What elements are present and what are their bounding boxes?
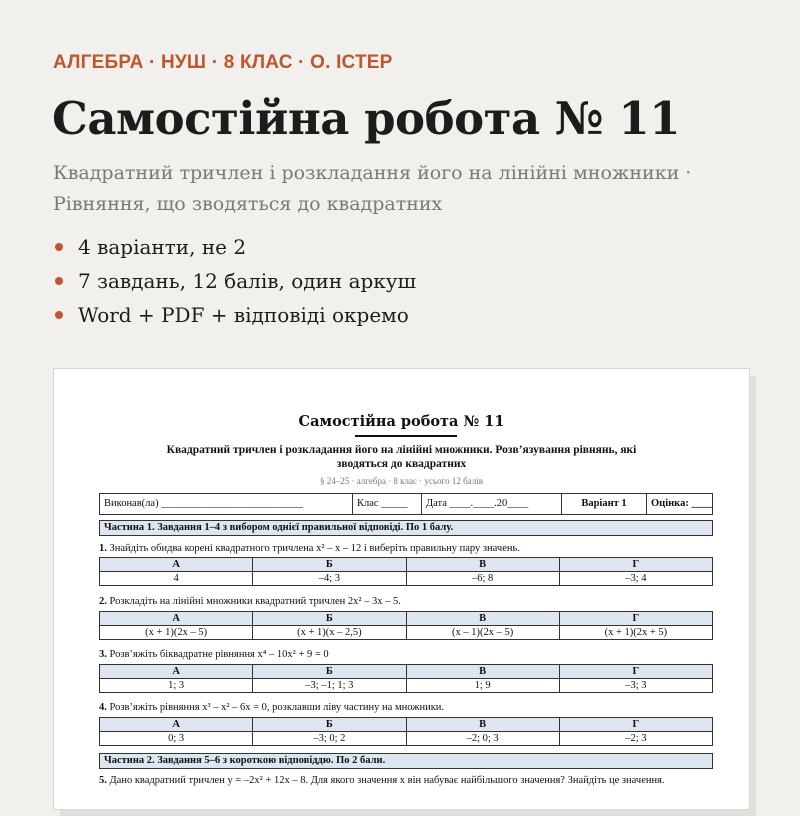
class-field: Клас _____: [353, 494, 422, 514]
option-header: А: [100, 558, 253, 572]
question-1: [99, 542, 713, 555]
option-header: Б: [253, 558, 406, 572]
subtitle-line: Квадратний тричлен і розкладання його на лінійні множники ·: [53, 162, 692, 184]
option-cell: –3; 4: [559, 572, 712, 586]
page-subtitle: [53, 158, 773, 220]
question-text: Розв’яжіть біквадратне рівняння x⁴ – 10x² + 9 = 0: [109, 649, 329, 660]
document-meta: § 24–25 · алгебра · 8 клас · усього 12 балів: [319, 476, 483, 486]
option-cell: 0; 3: [100, 732, 253, 746]
option-cell: 1; 9: [406, 679, 559, 693]
option-cell: (x + 1)(x – 2,5): [253, 626, 406, 640]
question-3: [99, 648, 713, 661]
option-header: А: [100, 612, 253, 626]
option-cell: 1; 3: [100, 679, 253, 693]
question-text: Розв’яжіть рівняння x³ – x² – 6x = 0, розклавши ліву частину на множники.: [109, 702, 445, 713]
document-subtitle-line: Квадратний тричлен і розкладання його на лінійні множники. Розв’язування рівнянь, які: [166, 444, 637, 456]
title-underline: [355, 435, 457, 437]
grade-field: Оцінка: ____: [651, 498, 712, 509]
date-field: Дата ____.____.20____: [422, 494, 562, 514]
question-2: [99, 595, 713, 608]
option-header: Г: [559, 612, 712, 626]
feature-text: 4 варіанти, не 2: [78, 235, 247, 259]
option-cell: –2; 3: [559, 732, 712, 746]
variant-label: Варіант 1: [562, 494, 647, 514]
option-header: Б: [253, 665, 406, 679]
question-5: [99, 774, 713, 787]
document-title: Самостійна робота № 11: [298, 413, 505, 430]
question-number: 4.: [99, 702, 107, 713]
feature-item: [53, 298, 416, 332]
feature-list: [53, 230, 416, 332]
question-text: Знайдіть обидва корені квадратного тричлена x² – x – 12 і виберіть правильну пару значень.: [109, 543, 520, 554]
answer-table-3: [99, 664, 713, 693]
option-header: В: [406, 665, 559, 679]
part-2-header: Частина 2. Завдання 5–6 з короткою відповіддю. По 2 бали.: [99, 753, 713, 769]
option-header: А: [100, 665, 253, 679]
feature-text: Word + PDF + відповіді окремо: [78, 303, 409, 327]
document-subtitle: [114, 443, 689, 471]
part-1-header: Частина 1. Завдання 1–4 з вибором однієї правильної відповіді. По 1 балу.: [99, 520, 713, 536]
document-preview: [53, 368, 750, 810]
option-cell: 4: [100, 572, 253, 586]
question-text: Дано квадратний тричлен y = –2x² + 12x – 8. Для якого значення x він набуває найбільшого значення? Знайдіть це значення.: [109, 775, 665, 786]
option-cell: –3; 3: [559, 679, 712, 693]
option-header: Г: [559, 718, 712, 732]
question-number: 5.: [99, 775, 107, 786]
question-number: 1.: [99, 543, 107, 554]
name-field: Виконав(ла) ___________________________: [100, 494, 353, 514]
option-cell: –3; –1; 1; 3: [253, 679, 406, 693]
option-cell: (x + 1)(2x + 5): [559, 626, 712, 640]
option-header: Б: [253, 612, 406, 626]
option-cell: –2; 0; 3: [406, 732, 559, 746]
option-header: Г: [559, 558, 712, 572]
course-kicker: АЛГЕБРА · НУШ · 8 КЛАС · О. ІСТЕР: [53, 52, 393, 73]
bullet-dot-icon: [55, 277, 63, 285]
bullet-dot-icon: [55, 243, 63, 251]
answer-table-2: [99, 611, 713, 640]
option-header: В: [406, 612, 559, 626]
option-cell: –3; 0; 2: [253, 732, 406, 746]
option-cell: (x – 1)(2x – 5): [406, 626, 559, 640]
option-header: В: [406, 558, 559, 572]
option-header: Б: [253, 718, 406, 732]
answer-table-4: [99, 717, 713, 746]
question-4: [99, 701, 713, 714]
option-cell: (x + 1)(2x – 5): [100, 626, 253, 640]
bullet-dot-icon: [55, 311, 63, 319]
question-text: Розкладіть на лінійні множники квадратний тричлен 2x² – 3x – 5.: [109, 596, 401, 607]
feature-item: [53, 264, 416, 298]
feature-text: 7 завдань, 12 балів, один аркуш: [78, 269, 417, 293]
answer-table-1: [99, 557, 713, 586]
document-subtitle-line: зводяться до квадратних: [336, 458, 467, 470]
option-header: Г: [559, 665, 712, 679]
page-title: Самостійна робота № 11: [52, 92, 681, 145]
option-cell: –6; 8: [406, 572, 559, 586]
option-header: В: [406, 718, 559, 732]
option-header: А: [100, 718, 253, 732]
feature-item: [53, 230, 416, 264]
question-number: 3.: [99, 649, 107, 660]
subtitle-line: Рівняння, що зводяться до квадратних: [53, 193, 443, 215]
student-info-row: [99, 493, 713, 515]
option-cell: –4; 3: [253, 572, 406, 586]
question-number: 2.: [99, 596, 107, 607]
